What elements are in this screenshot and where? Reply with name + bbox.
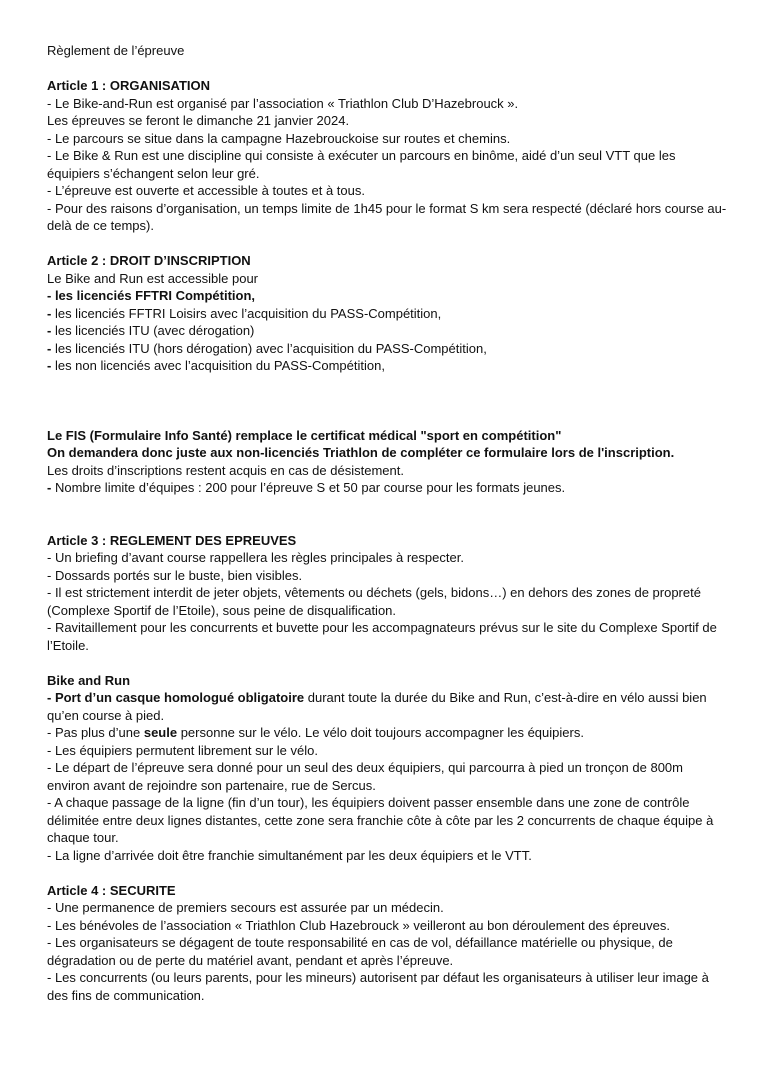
article-1-line: - Le Bike & Run est une discipline qui consiste à exécuter un parcours en binôme, aidé d’un seul VTT que les équipiers s’échangent selon leur gré.	[47, 148, 676, 181]
article-2-bullet	[47, 357, 728, 375]
single-rider-post: personne sur le vélo. Le vélo doit toujours accompagner les équipiers.	[177, 725, 584, 740]
single-rider-bold: seule	[143, 725, 178, 740]
article-1-line: - Pour des raisons d’organisation, un temps limite de 1h45 pour le format S km sera respecté (déclaré hors course au-delà de ce temps).	[47, 200, 727, 233]
bullet-dash: -	[47, 480, 52, 495]
article-3-line: - Ravitaillement pour les concurrents et buvette pour les accompagnateurs prévus sur le site du Complexe Sportif de l’Etoile.	[47, 620, 717, 653]
bullet-dash: -	[47, 358, 52, 373]
bike-and-run-line: - A chaque passage de la ligne (fin d’un tour), les équipiers doivent passer ensemble dans une zone de contrôle délimitée entre deux lignes distantes, cette zone sera franchie côte à côte par les 2 concurrents de chaque équipe à chaque tour.	[47, 795, 714, 845]
article-2-bullet	[47, 305, 728, 323]
article-3-line: - Dossards portés sur le buste, bien visibles.	[47, 567, 303, 583]
helmet-rule-bold: - Port d’un casque homologué obligatoire	[47, 690, 305, 705]
article-1-line: - Le Bike-and-Run est organisé par l’association « Triathlon Club D’Hazebrouck ».	[47, 95, 519, 111]
article-4-line: - Une permanence de premiers secours est assurée par un médecin.	[47, 900, 444, 915]
single-rider-pre: - Pas plus d’une	[47, 725, 144, 740]
article-1-line: - L’épreuve est ouverte et accessible à toutes et à tous.	[47, 183, 365, 198]
article-3-section	[47, 532, 728, 655]
article-4-line: - Les bénévoles de l’association « Triathlon Club Hazebrouck » veilleront au bon déroulement des épreuves.	[47, 917, 670, 933]
document-title: Règlement de l’épreuve	[47, 43, 185, 58]
article-2-intro: Le Bike and Run est accessible pour	[47, 270, 259, 286]
bike-and-run-section	[47, 672, 728, 865]
bullet-dash: -	[47, 305, 52, 321]
article-3-heading: Article 3 : REGLEMENT DES EPREUVES	[47, 532, 297, 548]
bullet-dash: -	[47, 340, 52, 356]
helmet-rule	[47, 689, 728, 724]
fis-bold-line: On demandera donc juste aux non-licenciés Triathlon de compléter ce formulaire lors de l'inscription.	[47, 445, 675, 460]
helmet-rule-text: durant toute la durée du Bike and Run, c’est-à-dire en vélo aussi bien qu’en course à pied.	[47, 690, 707, 723]
fis-section	[47, 427, 728, 497]
article-2-section	[47, 252, 728, 375]
article-4-heading: Article 4 : SECURITE	[47, 882, 176, 898]
bike-and-run-line: - Le départ de l’épreuve sera donné pour un seul des deux équipiers, qui parcourra à pied un tronçon de 800m environ avant de rejoindre son partenaire, rue de Sercus.	[47, 760, 683, 793]
fis-team-limit-text: Nombre limite d’équipes : 200 pour l’épreuve S et 50 par course pour les formats jeunes.	[51, 480, 566, 495]
article-2-bullet-bold-text: - les licenciés FFTRI Compétition,	[47, 288, 256, 303]
article-3-line: - Il est strictement interdit de jeter objets, vêtements ou déchets (gels, bidons…) en dehors des zones de propreté (Complexe Sportif de l’Etoile), sous peine de disqualification.	[47, 585, 701, 618]
article-2-bullet	[47, 340, 728, 358]
article-4-section	[47, 882, 728, 1005]
single-rider-rule	[47, 724, 728, 742]
article-4-line: - Les concurrents (ou leurs parents, pour les mineurs) autorisent par défaut les organisateurs à utiliser leur image à des fins de communication.	[47, 970, 709, 1003]
bike-and-run-line: - Les équipiers permutent librement sur le vélo.	[47, 742, 318, 758]
article-3-line: - Un briefing d’avant course rappellera les règles principales à respecter.	[47, 550, 464, 565]
article-2-bullet-text: les licenciés FFTRI Loisirs avec l’acquisition du PASS-Compétition,	[51, 305, 442, 321]
bike-and-run-heading: Bike and Run	[47, 672, 131, 688]
article-2-bullet-bold	[47, 287, 728, 305]
bullet-dash: -	[47, 323, 52, 338]
fis-line: Les droits d’inscriptions restent acquis en cas de désistement.	[47, 462, 404, 478]
article-2-bullet-text: les non licenciés avec l’acquisition du PASS-Compétition,	[51, 358, 385, 373]
article-2-bullet	[47, 322, 728, 340]
fis-team-limit	[47, 479, 728, 497]
article-1-line: Les épreuves se feront le dimanche 21 janvier 2024.	[47, 113, 350, 128]
article-1-heading: Article 1 : ORGANISATION	[47, 78, 211, 93]
article-2-bullet-text: les licenciés ITU (avec dérogation)	[51, 323, 255, 338]
article-4-line: - Les organisateurs se dégagent de toute responsabilité en cas de vol, défaillance matérielle ou physique, de dégradation ou de perte du matériel avant, pendant et après l’épreuve.	[47, 935, 673, 968]
article-2-heading: Article 2 : DROIT D’INSCRIPTION	[47, 253, 251, 268]
article-1-section	[47, 77, 728, 235]
article-1-line: - Le parcours se situe dans la campagne Hazebrouckoise sur routes et chemins.	[47, 130, 511, 146]
fis-bold-line: Le FIS (Formulaire Info Santé) remplace le certificat médical "sport en compétition"	[47, 427, 562, 443]
article-2-bullet-text: les licenciés ITU (hors dérogation) avec l’acquisition du PASS-Compétition,	[51, 340, 487, 356]
bike-and-run-line: - La ligne d’arrivée doit être franchie simultanément par les deux équipiers et le VTT.	[47, 847, 532, 863]
